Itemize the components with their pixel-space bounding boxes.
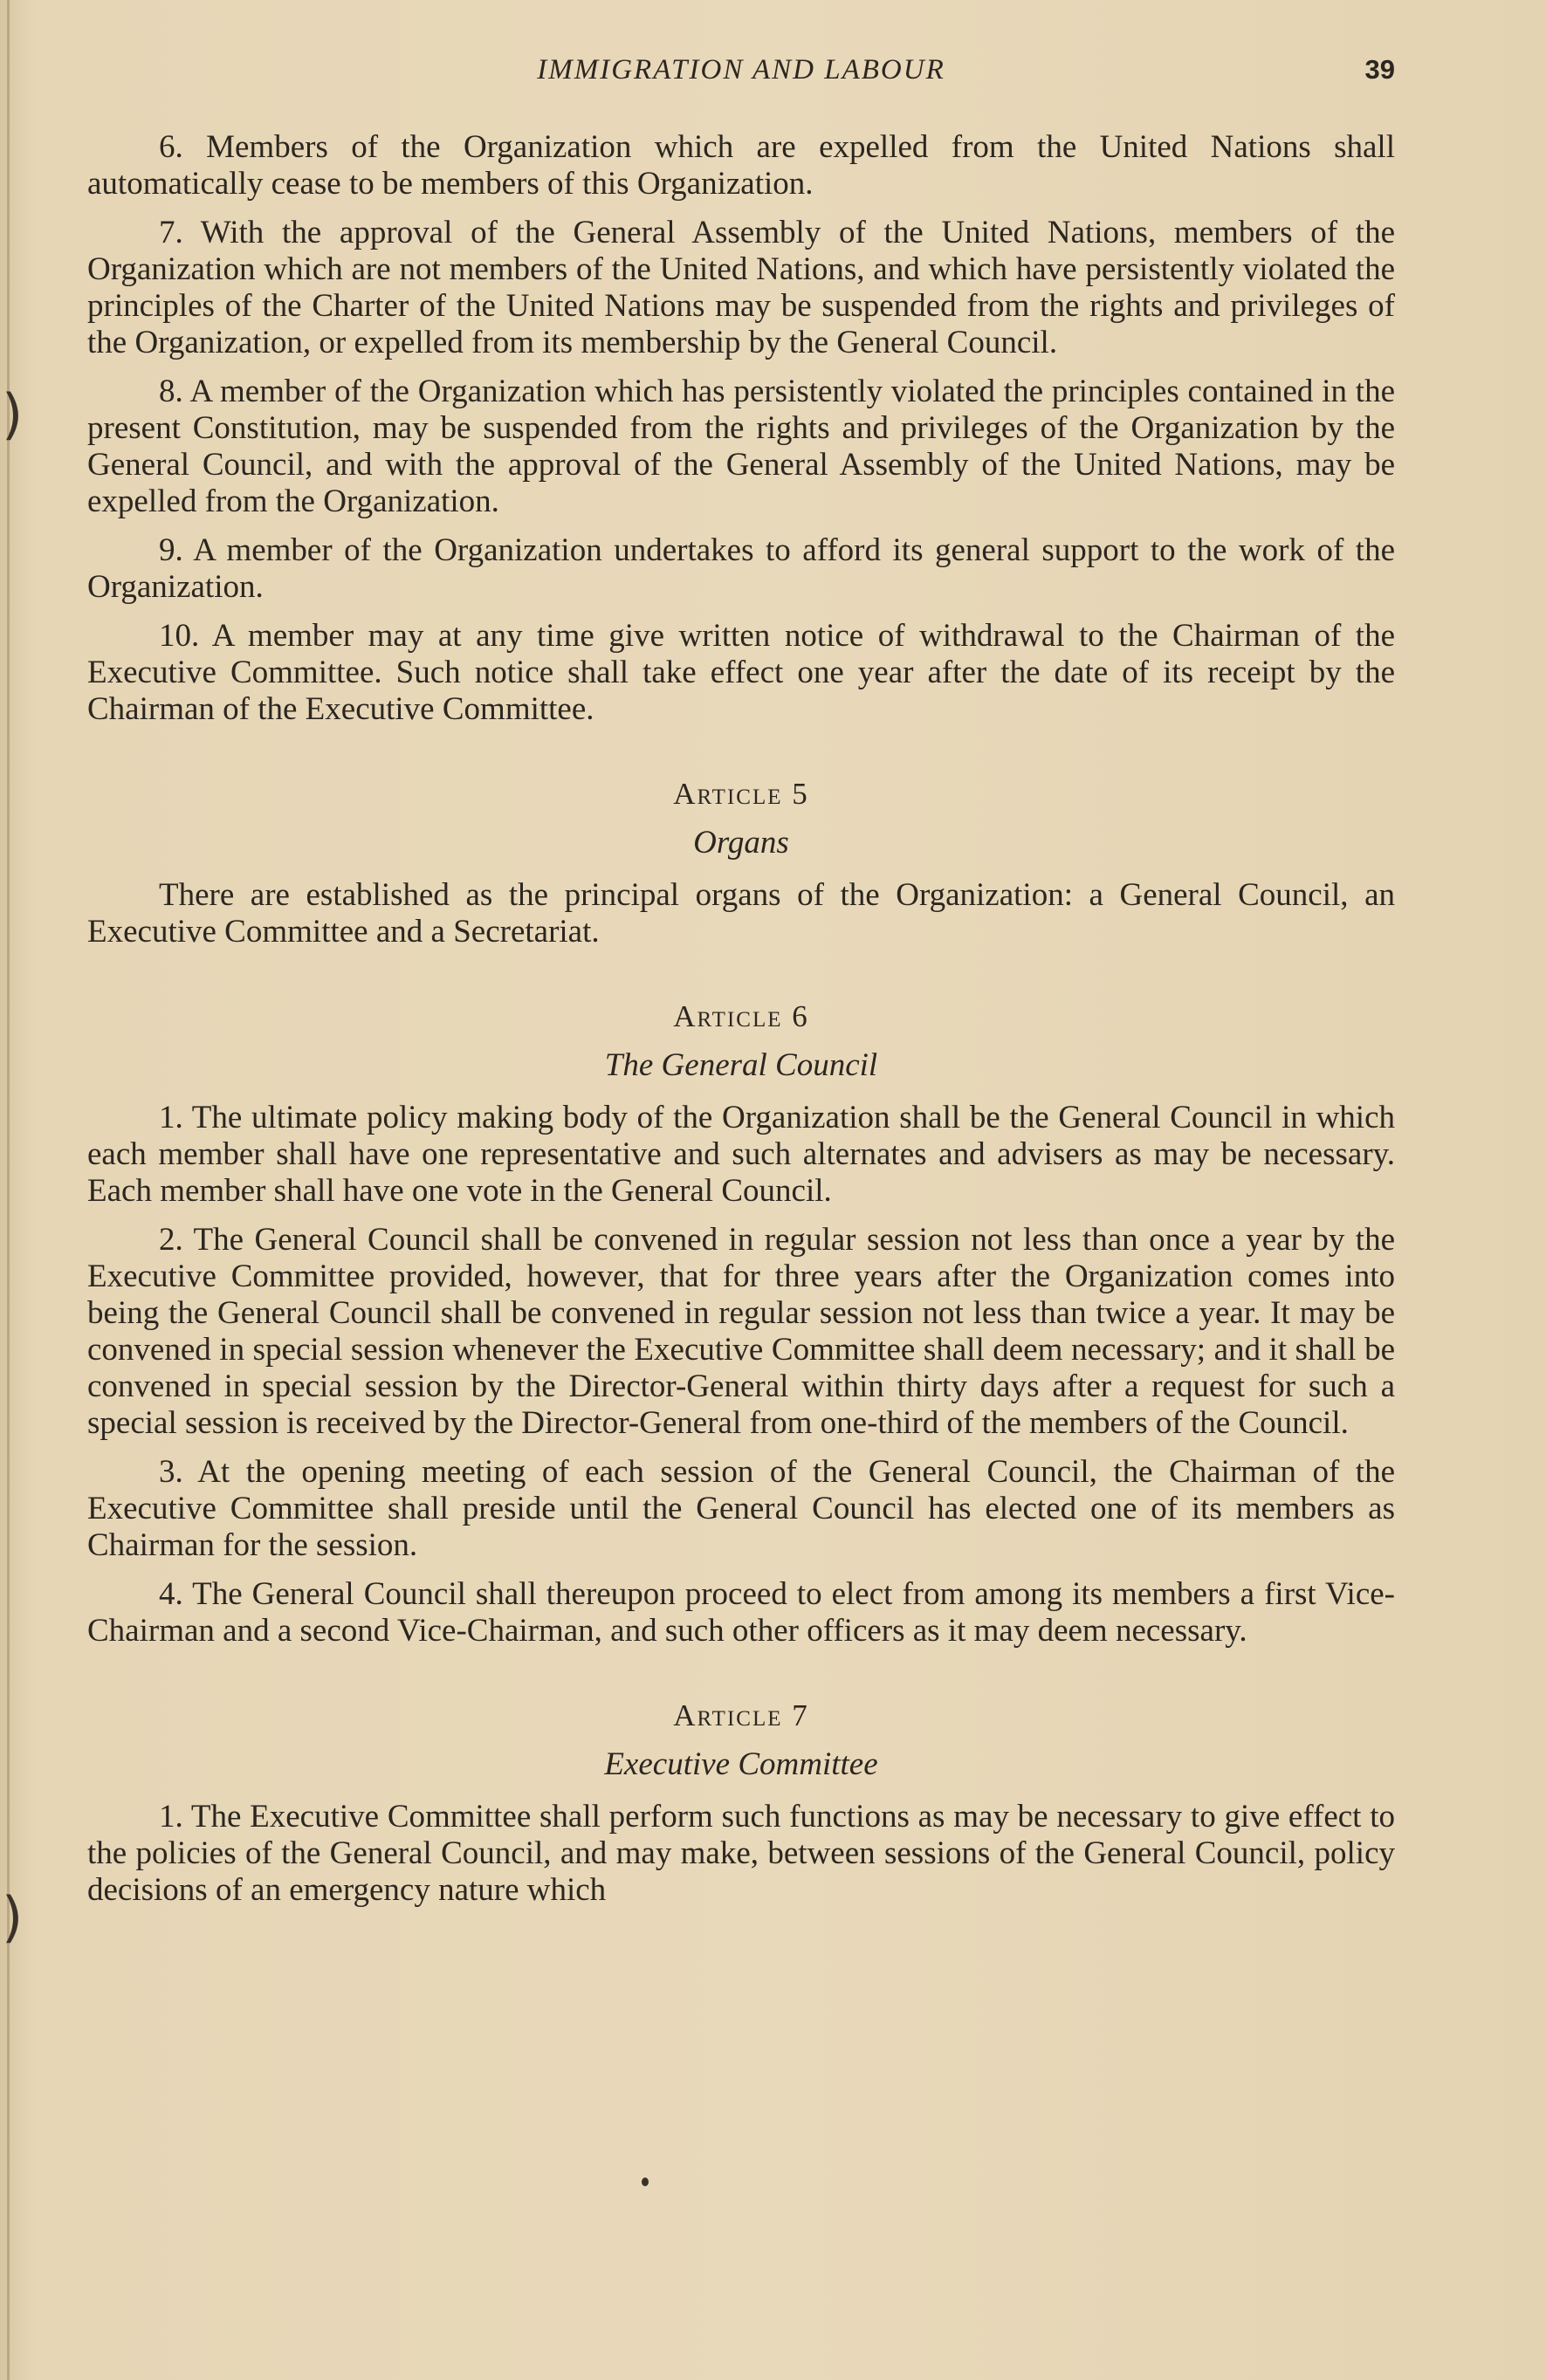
paragraph-7: 7. With the approval of the General Assembly of the United Nations, members of the Organization which are not members of the United Nations, and which have persistently violated the principles of the Charter of the United Nations may be suspended from the rights and privileges of the Organization, or expelled from its membership by the General Council. [87,215,1395,360]
page-edge-line [7,0,10,2380]
article-5-paragraph: There are established as the principal organs of the Organization: a General Council, an Executive Committee and a Secretariat. [87,877,1395,950]
article-5-heading: Article 5 [673,777,809,811]
article-6-heading: Article 6 [673,999,809,1033]
paragraph-9: 9. A member of the Organization undertakes to afford its general support to the work of the Organization. [87,532,1395,605]
running-title: IMMIGRATION AND LABOUR [537,54,945,86]
document-body [87,129,1395,1921]
article-6-paragraph-3: 3. At the opening meeting of each session of the General Council, the Chairman of the Executive Committee shall preside until the General Council has elected one of its members as Chairman for the session. [87,1454,1395,1563]
article-7-title: Executive Committee [604,1746,878,1782]
article-7-heading: Article 7 [673,1698,809,1732]
page-number: 39 [1364,54,1395,85]
article-7-paragraph-1: 1. The Executive Committee shall perform such functions as may be necessary to give effect to the policies of the General Council, and may make, between sessions of the General Council, policy decisions of an emergency nature which [87,1799,1395,1908]
footer-dot [642,2178,649,2186]
paragraph-10: 10. A member may at any time give written notice of withdrawal to the Chairman of the Executive Committee. Such notice shall take effect one year after the date of its receipt by the Chairman of the Executive Committee. [87,618,1395,727]
page-header [87,54,1395,98]
article-6-title: The General Council [604,1047,878,1083]
paragraph-6: 6. Members of the Organization which are expelled from the United Nations shall automatically cease to be members of this Organization. [87,129,1395,202]
article-6-paragraph-1: 1. The ultimate policy making body of the Organization shall be the General Council in which each member shall have one representative and such alternates and advisers as may be necessary. Each member shall have one vote in the General Council. [87,1100,1395,1209]
binding-bracket-mark: ) [2,382,24,446]
article-6-paragraph-4: 4. The General Council shall thereupon proceed to elect from among its members a first Vice-Chairman and a second Vice-Chairman, and such other officers as it may deem necessary. [87,1576,1395,1649]
article-5-title: Organs [693,825,789,861]
binding-bracket-mark: ) [2,1885,24,1949]
paragraph-8: 8. A member of the Organization which has persistently violated the principles contained in the present Constitution, may be suspended from the rights and privileges of the Organization by the General Council, and with the approval of the General Assembly of the United Nations, may be expelled from the Organization. [87,374,1395,519]
article-6-paragraph-2: 2. The General Council shall be convened in regular session not less than once a year by the Executive Committee provided, however, that for three years after the Organization comes into being the General Council shall be convened in regular session not less than twice a year. It may be convened in special session whenever the Executive Committee shall deem necessary; and it shall be convened in special session by the Director-General within thirty days after a request for such a special session is received by the Director-General from one-third of the members of the Council. [87,1222,1395,1441]
